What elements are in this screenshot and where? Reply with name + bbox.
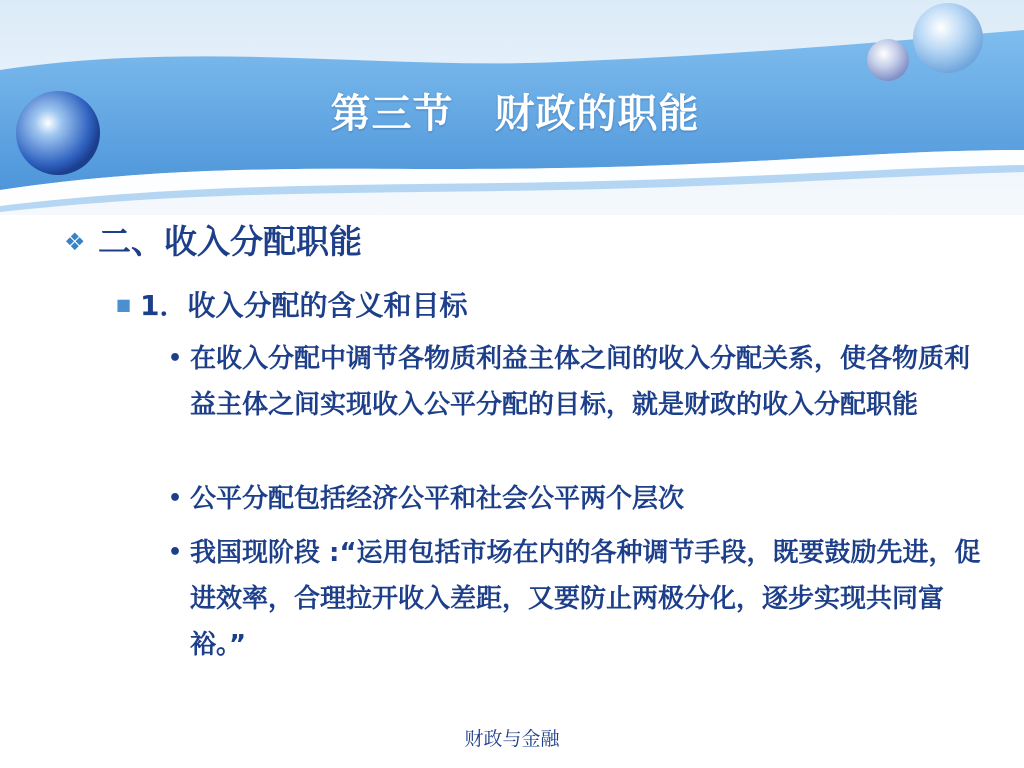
- bullet-item: [168, 530, 988, 668]
- bullet-item: [168, 336, 988, 428]
- slide-title: 第三节 财政的职能: [330, 91, 700, 137]
- bullet-item: [168, 476, 988, 522]
- slide-footer: 财政与金融: [464, 728, 560, 750]
- section-heading: [64, 216, 362, 263]
- bullet-text: 我国现阶段 :“运用包括市场在内的各种调节手段，既要鼓励先进，促进效率，合理拉开收入差距，又要防止两极分化，逐步实现共同富裕。”: [190, 538, 981, 660]
- section-heading-text: 二、收入分配职能: [98, 222, 362, 261]
- square-bullet-icon: ■: [116, 295, 132, 314]
- dot-bullet-icon: •: [168, 486, 183, 511]
- subsection-heading: [116, 284, 467, 324]
- dot-bullet-icon: •: [168, 346, 183, 371]
- bullet-text: 公平分配包括经济公平和社会公平两个层次: [190, 484, 685, 514]
- dot-bullet-icon: •: [168, 540, 183, 565]
- bullet-text: 在收入分配中调节各物质利益主体之间的收入分配关系，使各物质利益主体之间实现收入公平分配的目标，就是财政的收入分配职能: [190, 344, 971, 420]
- subsection-heading-text: 1．收入分配的含义和目标: [140, 289, 468, 322]
- diamond-bullet-icon: ❖: [64, 228, 86, 256]
